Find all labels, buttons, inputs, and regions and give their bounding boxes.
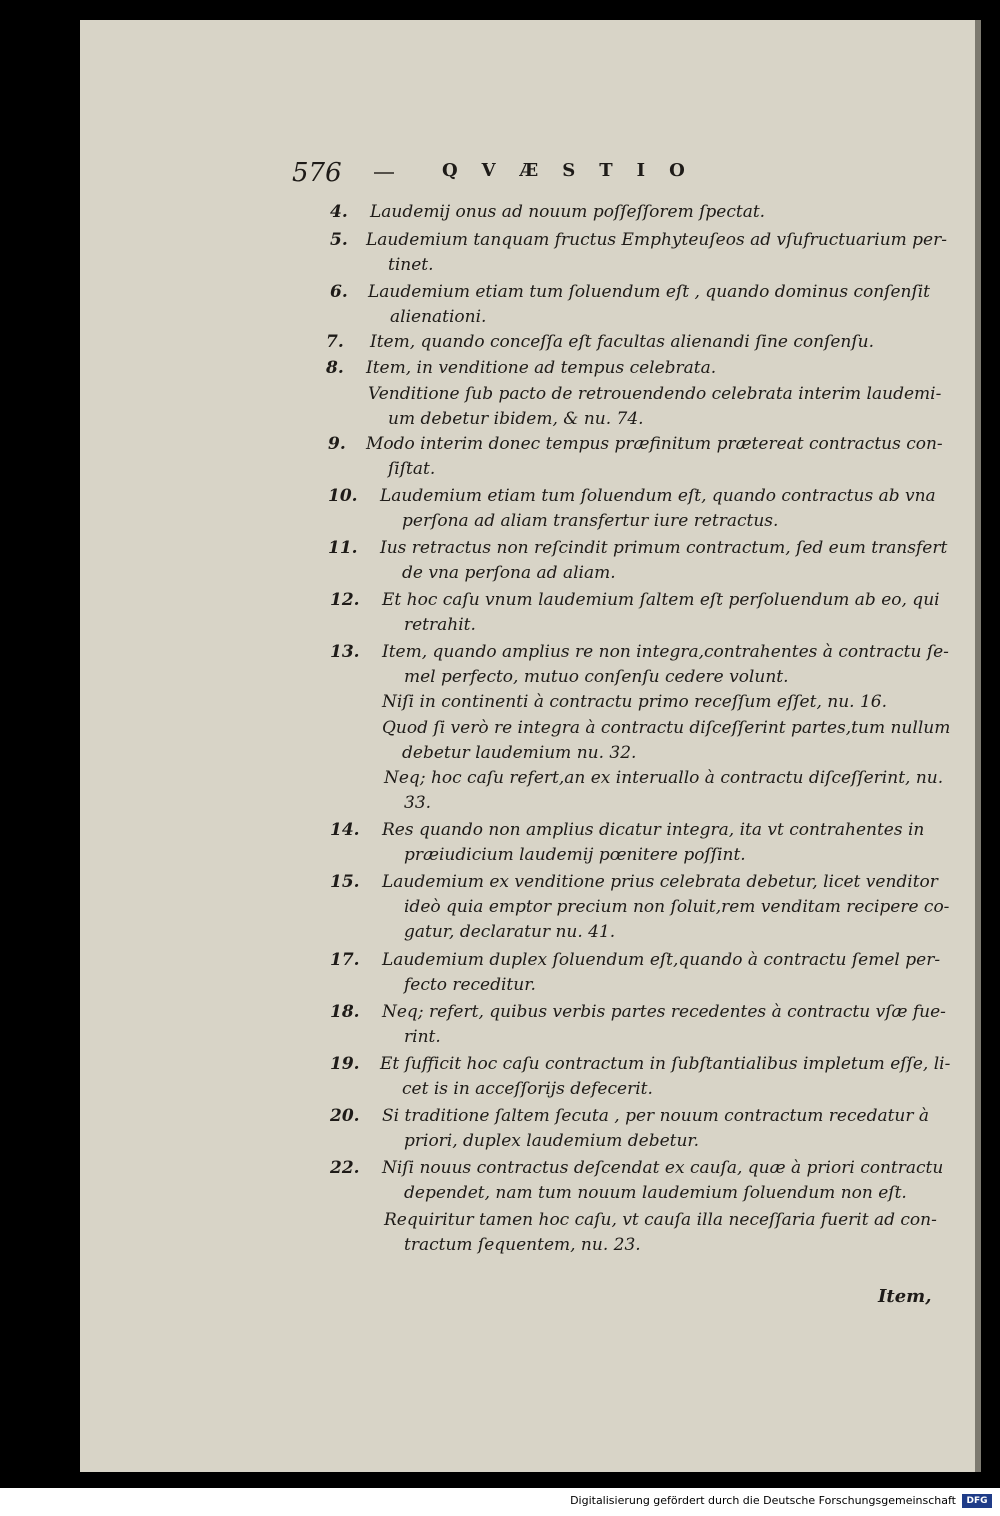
entry-line: Modo interim donec tempus præfinitum prætereat contractus con- — [366, 434, 943, 454]
entry-line: de vna perſona ad aliam. — [402, 563, 616, 583]
entry-line: Laudemium ex venditione prius celebrata debetur, licet venditor — [382, 872, 938, 892]
entry-number: 7. — [326, 332, 344, 352]
entry-line: Laudemij onus ad nouum poſſeſſorem ſpectat. — [370, 202, 766, 222]
entry-number: 4. — [330, 202, 348, 222]
entry-line: Niſi nouus contractus deſcendat ex cauſa, quæ à priori contractu — [382, 1158, 944, 1178]
entry-line: gatur, declaratur nu. 41. — [404, 922, 616, 942]
page-number: 576 — [292, 158, 342, 188]
entry-line: Laudemium etiam tum ſoluendum eſt, quando contractus ab vna — [380, 486, 936, 506]
header-rule — [374, 172, 394, 174]
entry-number: 15. — [330, 872, 360, 892]
entry-number: 14. — [330, 820, 360, 840]
dfg-logo: DFG — [962, 1494, 992, 1508]
entry-line: retrahit. — [404, 615, 476, 635]
entry-line: Item, in venditione ad tempus celebrata. — [366, 358, 717, 378]
entry-line: Laudemium etiam tum ſoluendum eſt , quando dominus conſenſit — [368, 282, 931, 302]
entry-number: 6. — [330, 282, 348, 302]
entry-line: Niſi in continenti à contractu primo receſſum eſſet, nu. 16. — [382, 692, 887, 712]
entry-line: Et hoc caſu vnum laudemium ſaltem eſt perſoluendum ab eo, qui — [382, 590, 940, 610]
entry-line: Neq; hoc caſu refert,an ex interuallo à contractu diſceſſerint, nu. — [384, 768, 944, 788]
entry-line: Neq; refert, quibus verbis partes recedentes à contractu vſæ fue- — [382, 1002, 946, 1022]
entry-number: 8. — [326, 358, 344, 378]
entry-line: dependet, nam tum nouum laudemium ſoluendum non eſt. — [404, 1183, 907, 1203]
entry-line: Et ſufficit hoc caſu contractum in ſubſtantialibus impletum eſſe, li- — [380, 1054, 951, 1074]
entry-line: Laudemium duplex ſoluendum eſt,quando à contractu ſemel per- — [382, 950, 941, 970]
entry-line: um debetur ibidem, & nu. 74. — [388, 409, 644, 429]
entry-number: 13. — [330, 642, 360, 662]
entry-line: mel perfecto, mutuo conſenſu cedere volunt. — [404, 667, 789, 687]
entry-number: 5. — [330, 230, 348, 250]
entry-number: 22. — [330, 1158, 360, 1178]
entry-line: perſona ad aliam transfertur iure retractus. — [402, 511, 779, 531]
entry-line: Res quando non amplius dicatur integra, ita vt contrahentes in — [382, 820, 925, 840]
entry-number: 10. — [328, 486, 358, 506]
entry-line: ideò quia emptor precium non ſoluit,rem venditam recipere co- — [404, 897, 950, 917]
entry-line: priori, duplex laudemium debetur. — [404, 1131, 700, 1151]
footer-bar — [0, 1488, 1000, 1516]
entry-number: 9. — [328, 434, 346, 454]
entry-line: 33. — [404, 793, 432, 813]
entry-line: tinet. — [388, 255, 434, 275]
entry-line: Si traditione ſaltem ſecuta , per nouum contractum recedatur à — [382, 1106, 930, 1126]
page-edge — [975, 20, 981, 1472]
entry-line: Item, quando conceſſa eſt facultas alienandi ſine conſenſu. — [370, 332, 875, 352]
funding-notice: Digitalisierung gefördert durch die Deutsche Forschungsgemeinschaft — [570, 1494, 956, 1507]
entry-line: Venditione ſub pacto de retrouendendo celebrata interim laudemi- — [368, 384, 942, 404]
entry-number: 12. — [330, 590, 360, 610]
entry-line: Quod ſi verò re integra à contractu diſceſſerint partes,tum nullum — [382, 718, 951, 738]
entry-line: tractum ſequentem, nu. 23. — [404, 1235, 641, 1255]
entry-line: Item, quando amplius re non integra,contrahentes à contractu ſe- — [382, 642, 949, 662]
entry-number: 19. — [330, 1054, 360, 1074]
entry-line: Ius retractus non reſcindit primum contractum, ſed eum transfert — [380, 538, 948, 558]
entry-number: 17. — [330, 950, 360, 970]
entry-line: ſiſtat. — [388, 459, 436, 479]
catchword: Item, — [878, 1286, 932, 1307]
entry-line: fecto receditur. — [404, 975, 536, 995]
entry-line: alienationi. — [390, 307, 487, 327]
entry-number: 20. — [330, 1106, 360, 1126]
entry-number: 11. — [328, 538, 358, 558]
entry-line: præiudicium laudemij pœnitere poſſint. — [404, 845, 746, 865]
entry-line: rint. — [404, 1027, 441, 1047]
entry-line: cet is in acceſſorijs defecerit. — [402, 1079, 653, 1099]
entry-line: debetur laudemium nu. 32. — [402, 743, 637, 763]
entry-line: Laudemium tanquam fructus Emphyteuſeos ad vſufructuarium per- — [366, 230, 947, 250]
entry-number: 18. — [330, 1002, 360, 1022]
page-header — [292, 158, 772, 188]
entry-line: Requiritur tamen hoc caſu, vt cauſa illa neceſſaria fuerit ad con- — [384, 1210, 937, 1230]
running-head: QVÆSTIO — [442, 160, 709, 181]
